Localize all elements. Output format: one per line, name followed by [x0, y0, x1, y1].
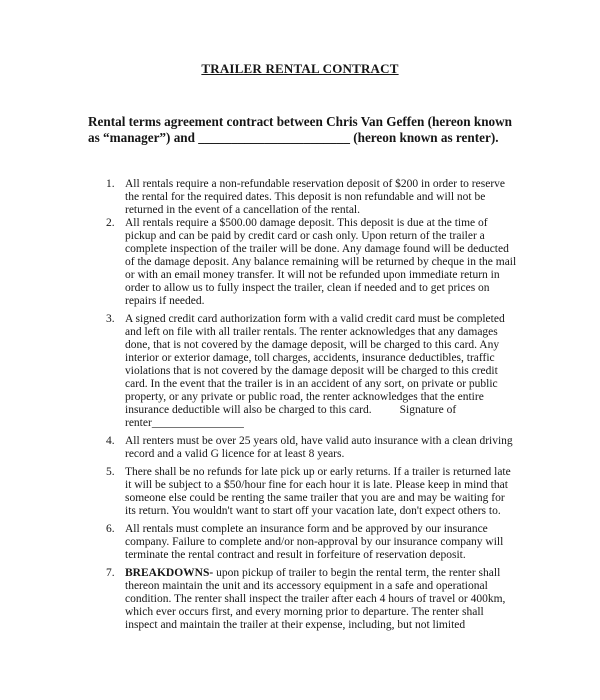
- signature-line: ________________: [151, 417, 244, 430]
- item-number: 2.: [106, 217, 115, 230]
- item-number: 1.: [106, 178, 115, 191]
- item-7-text: upon pickup of trailer to begin the rental term, the renter shall thereon maintain the unit and its accessory equipment in a safe and operational condition. The renter shall inspect the trailer after each 4 hours of travel or 400km, which ever occurs first, and every morning prior to departure. The renter shall inspect and maintain the trailer at their expense, including, but not limited: [125, 567, 506, 632]
- item-text: [125, 178, 517, 217]
- item-5-text: There shall be no refunds for late pick up or early returns. If a trailer is returned late it will be subject to a $50/hour fine for each hour it is late. Please keep in mind that someone else could be renting the same trailer that you are and may be waiting for its return. You wouldn't want to start off your vacation late, don't expect others to.: [125, 466, 511, 518]
- list-item-6: [106, 523, 600, 562]
- list-item-1: [106, 178, 600, 217]
- document-title: [0, 0, 600, 77]
- item-number: 6.: [106, 523, 115, 536]
- signature-label: Signature of renter: [125, 404, 457, 430]
- item-2-text: All rentals require a $500.00 damage deposit. This deposit is due at the time of pickup and can be paid by credit card or cash only. Upon return of the trailer a complete inspection of the trailer will be done. Any damage found will be deducted of the damage deposit. Any balance remaining will be returned by cheque in the mail or with an email money transfer. It will not be refunded upon immediate return in order to allow us to fully inspect the trailer, clean if needed and to get prices on repairs if needed.: [125, 217, 517, 308]
- item-3-text: A signed credit card authorization form with a valid credit card must be completed and left on file with all trailer rentals. The renter acknowledges that any damages done, that is not covered by the damage deposit, will be charged to this card. Any interior or exterior damage, toll charges, accidents, insurance deductibles, traffic violations that is not covered by the damage deposit will be charged to this credit card. In the event that the trailer is in an accident of any sort, on private or public property, or any private or public road, the renter acknowledges that the entire insurance deductible will also be charged to this card.: [125, 313, 505, 417]
- item-text: [125, 435, 517, 461]
- list-item-3: [106, 313, 600, 430]
- item-4-text: All renters must be over 25 years old, have valid auto insurance with a clean driving record and a valid G licence for at least 8 years.: [125, 435, 513, 461]
- breakdowns-bold-label: BREAKDOWNS-: [125, 567, 214, 580]
- list-item-7: [106, 567, 600, 632]
- list-item-4: [106, 435, 600, 461]
- item-text: [125, 217, 517, 308]
- terms-list: [0, 178, 600, 632]
- item-number: 5.: [106, 466, 115, 479]
- list-item-5: [106, 466, 600, 518]
- item-text: [125, 313, 517, 430]
- intro-paragraph: Rental terms agreement contract between Chris Van Geffen (hereon known as “manager”) and _______________________ (hereon known as renter).: [88, 114, 513, 145]
- item-text: [125, 523, 517, 562]
- list-item-2: [106, 217, 600, 308]
- item-6-text: All rentals must complete an insurance form and be approved by our insurance company. Failure to complete and/or non-approval by our insurance company will terminate the rental contract and result in forfeiture of reservation deposit.: [125, 523, 504, 562]
- item-1-text: All rentals require a non-refundable reservation deposit of $200 in order to reserve the rental for the required dates. This deposit is non refundable and will not be returned in the event of a cancellation of the rental.: [125, 178, 505, 217]
- item-number: 4.: [106, 435, 115, 448]
- item-number: 7.: [106, 567, 115, 580]
- item-text: [125, 466, 517, 518]
- document-title-text: TRAILER RENTAL CONTRACT: [201, 61, 399, 76]
- item-text: [125, 567, 517, 632]
- item-number: 3.: [106, 313, 115, 326]
